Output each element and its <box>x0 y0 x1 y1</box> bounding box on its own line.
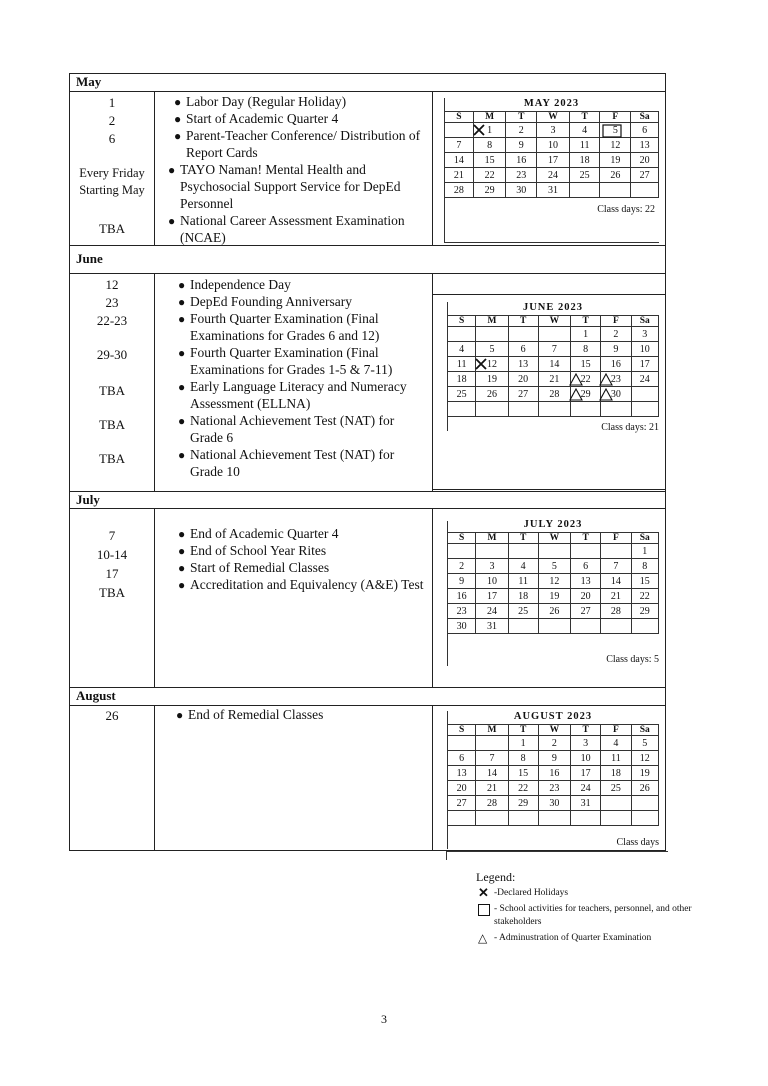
calendar-day: 12 <box>538 574 570 589</box>
date-cell: TBA <box>99 383 125 398</box>
calendar-day: 17 <box>631 357 658 372</box>
event-item: ● TAYO Naman! Mental Health and Psychosocial Support Service for DepEd Personnel <box>168 162 401 211</box>
event-item: ● Labor Day (Regular Holiday) <box>174 94 347 109</box>
calendar-day <box>571 619 601 634</box>
weekday-header: T <box>508 725 538 736</box>
calendar-day <box>571 544 601 559</box>
calendar-day <box>571 811 601 826</box>
calendar-day: 30 <box>601 387 631 402</box>
calendar-day: 22 <box>473 168 506 183</box>
calendar-day: 25 <box>601 781 631 796</box>
calendar-day: 18 <box>601 766 631 781</box>
calendar-grid <box>444 111 659 198</box>
calendar-day: 4 <box>601 736 631 751</box>
weekday-header: F <box>600 112 631 123</box>
page-number: 3 <box>381 1012 387 1026</box>
calendar-day: 18 <box>569 153 600 168</box>
calendar-day <box>448 327 476 342</box>
date-cell: 1 <box>108 95 116 110</box>
calendar-day: 11 <box>448 357 476 372</box>
calendar-day: 21 <box>601 589 631 604</box>
calendar-day: 23 <box>448 604 476 619</box>
event-item: ● National Achievement Test (NAT) for Grade 6 <box>178 413 395 445</box>
calendar-day: 16 <box>448 589 476 604</box>
calendar-day: 11 <box>601 751 631 766</box>
calendar-day: 6 <box>508 342 538 357</box>
calendar-day: 17 <box>571 766 601 781</box>
calendar-day: 5 <box>476 342 508 357</box>
square-icon <box>478 904 490 916</box>
calendar-day: 25 <box>569 168 600 183</box>
date-cell: 12 <box>105 277 119 292</box>
event-item: ● DepEd Founding Anniversary <box>178 294 352 309</box>
calendar-day: 27 <box>571 604 601 619</box>
calendar-day <box>631 619 658 634</box>
calendar-day: 9 <box>448 574 476 589</box>
calendar-day: 26 <box>538 604 570 619</box>
calendar-day <box>538 327 570 342</box>
calendar-day: 28 <box>476 796 508 811</box>
calendar-day: 3 <box>537 123 570 138</box>
calendar-day <box>448 544 476 559</box>
calendar-day: 20 <box>508 372 538 387</box>
weekday-header: M <box>476 533 508 544</box>
calendar-day <box>571 402 601 417</box>
weekday-header: M <box>476 725 508 736</box>
calendar-day <box>600 183 631 198</box>
calendar-day: 15 <box>631 574 658 589</box>
calendar-day: 14 <box>601 574 631 589</box>
event-item: ● Start of Academic Quarter 4 <box>174 111 339 126</box>
calendar-day: 16 <box>538 766 570 781</box>
calendar-day <box>601 619 631 634</box>
calendar-day: 26 <box>631 781 658 796</box>
calendar-day: 23 <box>506 168 537 183</box>
calendar-day: 1 <box>508 736 538 751</box>
date-cell: 10-14 <box>96 547 128 562</box>
weekday-header: Sa <box>631 725 658 736</box>
date-cell: TBA <box>99 451 125 466</box>
mini-calendar-may <box>444 98 659 243</box>
weekday-header: T <box>506 112 537 123</box>
date-cell: TBA <box>99 221 125 236</box>
calendar-day: 15 <box>473 153 506 168</box>
x-mark-icon: ✕ <box>478 885 489 900</box>
calendar-day: 26 <box>600 168 631 183</box>
calendar-day: 20 <box>448 781 476 796</box>
calendar-day <box>631 796 658 811</box>
calendar-title: JULY 2023 <box>523 519 583 530</box>
calendar-day: 11 <box>508 574 538 589</box>
calendar-day: 28 <box>538 387 570 402</box>
weekday-header: W <box>537 112 570 123</box>
weekday-header: F <box>601 316 631 327</box>
calendar-day: 21 <box>445 168 474 183</box>
month-header-may: May <box>70 74 665 92</box>
weekday-header: T <box>508 533 538 544</box>
calendar-day <box>508 811 538 826</box>
triangle-icon: △ <box>478 931 488 945</box>
calendar-day <box>448 736 476 751</box>
calendar-day: 15 <box>571 357 601 372</box>
class-days-label: Class days: 21 <box>601 422 659 433</box>
calendar-day: 27 <box>631 168 659 183</box>
calendar-day: 7 <box>601 559 631 574</box>
event-item: ● Independence Day <box>178 277 291 292</box>
calendar-day: 14 <box>445 153 474 168</box>
calendar-day <box>508 544 538 559</box>
calendar-day: 8 <box>473 138 506 153</box>
calendar-grid <box>447 532 659 634</box>
calendar-day: 29 <box>473 183 506 198</box>
weekday-header: T <box>508 316 538 327</box>
calendar-day: 2 <box>538 736 570 751</box>
event-item: ● End of Academic Quarter 4 <box>178 526 339 541</box>
mini-calendar-august <box>447 711 659 850</box>
month-header-july: July <box>70 491 665 509</box>
legend-item-holiday: ✕ -Declared Holidays <box>478 885 569 900</box>
weekday-header: Sa <box>631 316 658 327</box>
calendar-day <box>508 619 538 634</box>
calendar-day: 17 <box>476 589 508 604</box>
weekday-header: Sa <box>631 533 658 544</box>
date-cell: 7 <box>108 528 116 543</box>
calendar-day: 31 <box>537 183 570 198</box>
calendar-day: 23 <box>601 372 631 387</box>
calendar-day <box>538 811 570 826</box>
weekday-header: S <box>445 112 474 123</box>
event-item: ● National Achievement Test (NAT) for Grade 10 <box>178 447 395 479</box>
calendar-day <box>508 402 538 417</box>
event-item: ● Parent-Teacher Conference/ Distribution of Report Cards <box>174 128 421 160</box>
mini-calendar-july <box>447 521 659 671</box>
calendar-day: 19 <box>600 153 631 168</box>
month-body-august <box>70 706 665 850</box>
calendar-day: 26 <box>476 387 508 402</box>
calendar-day: 7 <box>476 751 508 766</box>
calendar-grid <box>447 724 659 826</box>
calendar-day: 4 <box>569 123 600 138</box>
calendar-day: 10 <box>537 138 570 153</box>
calendar-day: 30 <box>538 796 570 811</box>
weekday-header: W <box>538 533 570 544</box>
calendar-day: 22 <box>571 372 601 387</box>
calendar-day: 4 <box>448 342 476 357</box>
calendar-day: 31 <box>571 796 601 811</box>
weekday-header: F <box>601 725 631 736</box>
calendar-day: 12 <box>631 751 658 766</box>
calendar-title: JUNE 2023 <box>522 302 584 313</box>
calendar-day: 12 <box>476 357 508 372</box>
calendar-day: 14 <box>538 357 570 372</box>
calendar-day <box>476 327 508 342</box>
calendar-day: 9 <box>506 138 537 153</box>
calendar-day: 9 <box>538 751 570 766</box>
calendar-day: 24 <box>537 168 570 183</box>
date-cell: 26 <box>105 708 119 723</box>
calendar-grid <box>447 315 659 417</box>
calendar-day: 1 <box>473 123 506 138</box>
legend-item-school-activities: - School activities for teachers, personnel, and other stakeholders <box>476 903 696 929</box>
calendar-day: 31 <box>476 619 508 634</box>
calendar-day: 29 <box>571 387 601 402</box>
weekday-header: W <box>538 316 570 327</box>
month-header-june: June <box>70 245 665 274</box>
calendar-day: 25 <box>508 604 538 619</box>
legend-title: Legend: <box>476 870 516 884</box>
date-cell: 23 <box>105 295 119 310</box>
calendar-day: 7 <box>538 342 570 357</box>
weekday-header: S <box>448 533 476 544</box>
calendar-day <box>508 327 538 342</box>
calendar-day: 3 <box>571 736 601 751</box>
weekday-header: M <box>473 112 506 123</box>
calendar-title: AUGUST 2023 <box>513 711 593 722</box>
calendar-day: 11 <box>569 138 600 153</box>
calendar-day: 24 <box>571 781 601 796</box>
weekday-header: Sa <box>631 112 659 123</box>
event-item: ● Start of Remedial Classes <box>178 560 330 575</box>
calendar-day: 10 <box>631 342 658 357</box>
calendar-day <box>631 387 658 402</box>
weekday-header: T <box>571 316 601 327</box>
calendar-day: 22 <box>508 781 538 796</box>
calendar-day: 9 <box>601 342 631 357</box>
calendar-day: 25 <box>448 387 476 402</box>
calendar-day: 30 <box>506 183 537 198</box>
calendar-day <box>538 402 570 417</box>
calendar-day: 1 <box>571 327 601 342</box>
calendar-day: 12 <box>600 138 631 153</box>
calendar-day: 23 <box>538 781 570 796</box>
event-item: ● End of School Year Rites <box>178 543 327 558</box>
event-item: ● Fourth Quarter Examination (Final Examinations for Grades 6 and 12) <box>178 311 380 343</box>
month-body-june <box>70 274 665 491</box>
date-cell: 22-23 <box>96 313 128 328</box>
date-cell: TBA <box>99 417 125 432</box>
month-body-may <box>70 92 665 245</box>
calendar-day: 2 <box>448 559 476 574</box>
weekday-header: W <box>538 725 570 736</box>
date-cell: 29-30 <box>96 347 128 362</box>
weekday-header: T <box>569 112 600 123</box>
calendar-day: 16 <box>601 357 631 372</box>
calendar-day <box>631 811 658 826</box>
calendar-day: 6 <box>448 751 476 766</box>
calendar-day <box>448 811 476 826</box>
calendar-day: 27 <box>448 796 476 811</box>
class-days-label: Class days: 22 <box>597 204 655 215</box>
calendar-day: 3 <box>476 559 508 574</box>
calendar-day: 7 <box>445 138 474 153</box>
calendar-day: 19 <box>631 766 658 781</box>
calendar-day: 21 <box>538 372 570 387</box>
calendar-day: 21 <box>476 781 508 796</box>
calendar-day: 24 <box>476 604 508 619</box>
weekday-header: T <box>571 533 601 544</box>
calendar-day <box>569 183 600 198</box>
event-item: ● End of Remedial Classes <box>176 707 324 722</box>
class-days-label: Class days <box>616 837 659 848</box>
calendar-day: 14 <box>476 766 508 781</box>
calendar-day: 13 <box>508 357 538 372</box>
calendar-day: 28 <box>601 604 631 619</box>
event-item: ● Fourth Quarter Examination (Final Examinations for Grades 1-5 & 7-11) <box>178 345 393 377</box>
calendar-day: 18 <box>508 589 538 604</box>
calendar-day: 16 <box>506 153 537 168</box>
calendar-day <box>601 811 631 826</box>
calendar-day <box>601 796 631 811</box>
calendar-day <box>476 736 508 751</box>
calendar-day: 5 <box>538 559 570 574</box>
x-mark-icon <box>472 123 486 137</box>
weekday-header: S <box>448 725 476 736</box>
calendar-day: 2 <box>601 327 631 342</box>
calendar-day: 22 <box>631 589 658 604</box>
calendar-day: 29 <box>508 796 538 811</box>
weekday-header: S <box>448 316 476 327</box>
calendar-day: 8 <box>508 751 538 766</box>
calendar-day: 3 <box>631 327 658 342</box>
mini-calendar-june <box>447 302 659 432</box>
calendar-title: MAY 2023 <box>523 98 580 109</box>
class-days-label: Class days: 5 <box>606 654 659 665</box>
calendar-day <box>601 544 631 559</box>
date-cell: 6 <box>108 131 116 146</box>
calendar-day: 5 <box>631 736 658 751</box>
weekday-header: F <box>601 533 631 544</box>
calendar-day: 13 <box>571 574 601 589</box>
calendar-day: 10 <box>476 574 508 589</box>
date-cell: 2 <box>108 113 116 128</box>
calendar-day: 5 <box>600 123 631 138</box>
calendar-day <box>631 183 659 198</box>
weekday-header: M <box>476 316 508 327</box>
calendar-day: 13 <box>448 766 476 781</box>
date-cell: TBA <box>99 585 125 600</box>
calendar-day: 19 <box>538 589 570 604</box>
date-cell: Every Friday Starting May <box>79 166 145 197</box>
calendar-day <box>445 123 474 138</box>
calendar-day: 4 <box>508 559 538 574</box>
calendar-day: 18 <box>448 372 476 387</box>
calendar-day <box>631 402 658 417</box>
calendar-day: 6 <box>631 123 659 138</box>
calendar-day: 13 <box>631 138 659 153</box>
weekday-header: T <box>571 725 601 736</box>
event-item: ● Early Language Literacy and Numeracy Assessment (ELLNA) <box>178 379 407 411</box>
event-item: ● Accreditation and Equivalency (A&E) Test <box>178 577 424 592</box>
calendar-day: 8 <box>571 342 601 357</box>
calendar-day: 20 <box>571 589 601 604</box>
calendar-day: 1 <box>631 544 658 559</box>
calendar-day: 10 <box>571 751 601 766</box>
calendar-day: 28 <box>445 183 474 198</box>
calendar-day: 30 <box>448 619 476 634</box>
legend-item-quarter-exam: △ - Adminustration of Quarter Examination <box>478 931 652 945</box>
legend <box>476 870 696 945</box>
month-body-july <box>70 509 665 687</box>
calendar-day <box>448 402 476 417</box>
calendar-day: 20 <box>631 153 659 168</box>
month-header-august: August <box>70 687 665 706</box>
calendar-day <box>538 619 570 634</box>
calendar-day <box>601 402 631 417</box>
calendar-day: 17 <box>537 153 570 168</box>
calendar-day: 19 <box>476 372 508 387</box>
calendar-day <box>538 544 570 559</box>
calendar-day <box>476 544 508 559</box>
calendar-day: 15 <box>508 766 538 781</box>
event-item: ● National Career Assessment Examination (NCAE) <box>168 213 405 245</box>
calendar-schedule-table <box>69 73 666 851</box>
date-cell: 17 <box>105 566 119 581</box>
calendar-day: 29 <box>631 604 658 619</box>
calendar-day: 6 <box>571 559 601 574</box>
calendar-day: 8 <box>631 559 658 574</box>
calendar-day <box>476 811 508 826</box>
calendar-day: 2 <box>506 123 537 138</box>
calendar-day: 27 <box>508 387 538 402</box>
calendar-day: 24 <box>631 372 658 387</box>
calendar-day <box>476 402 508 417</box>
